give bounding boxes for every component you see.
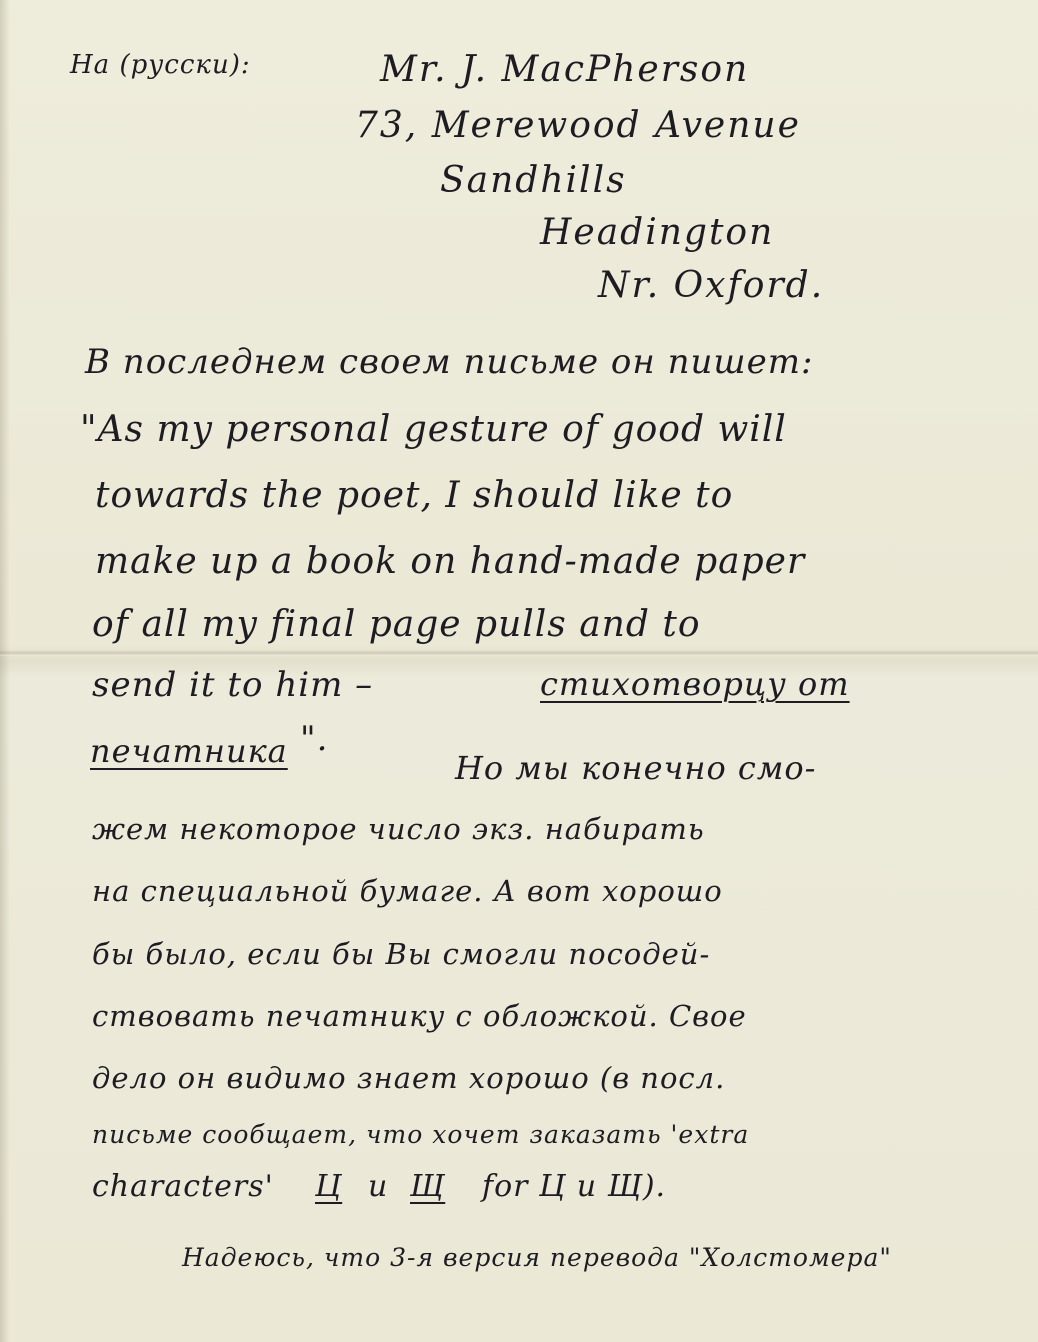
letter-line: Но мы конечно смо- — [455, 749, 817, 787]
paper-fold — [0, 650, 1038, 656]
letter-line: бы было, если бы Вы смогли посодей- — [92, 937, 711, 971]
address-town: Headington — [540, 212, 775, 253]
letter-line: Надеюсь, что 3-я версия перевода "Холстомера" — [182, 1243, 892, 1272]
letter-line: В последнем своем письме он пишет: — [85, 342, 814, 382]
letter-line: make up a book on hand-made paper — [95, 541, 806, 582]
address-name: Mr. J. MacPherson — [380, 49, 750, 90]
letter-line: for Ц и Щ). — [482, 1169, 667, 1204]
letter-line: characters' — [92, 1169, 274, 1204]
underlined-phrase: стихотворцу от — [540, 665, 850, 703]
underlined-letter: Щ — [410, 1169, 446, 1204]
letter-line: ствовать печатнику с обложкой. Свое — [92, 999, 747, 1033]
underlined-letter: Ц — [315, 1169, 343, 1204]
letter-line: "As my personal gesture of good will — [80, 409, 787, 450]
closing-quote: ". — [300, 719, 329, 759]
letter-line: towards the poet, I should like to — [95, 475, 734, 516]
paper-edge — [0, 0, 10, 1342]
letter-line: письме сообщает, что хочет заказать 'extra — [92, 1120, 750, 1149]
letter-line: на специальной бумаге. А вот хорошо — [92, 874, 723, 908]
letter-line: send it to him – — [92, 665, 374, 705]
address-city: Nr. Oxford. — [598, 265, 825, 306]
letter-line: и — [368, 1169, 389, 1204]
underlined-phrase: печатника — [90, 732, 288, 770]
letter-line: жем некоторое число экз. набирать — [92, 812, 705, 846]
address-street: 73, Merewood Avenue — [355, 105, 801, 146]
address-district: Sandhills — [440, 160, 627, 201]
letter-line: of all my final page pulls and to — [92, 604, 701, 645]
letter-line: дело он видимо знает хорошо (в посл. — [92, 1061, 726, 1095]
margin-note: На (русски): — [70, 50, 251, 80]
